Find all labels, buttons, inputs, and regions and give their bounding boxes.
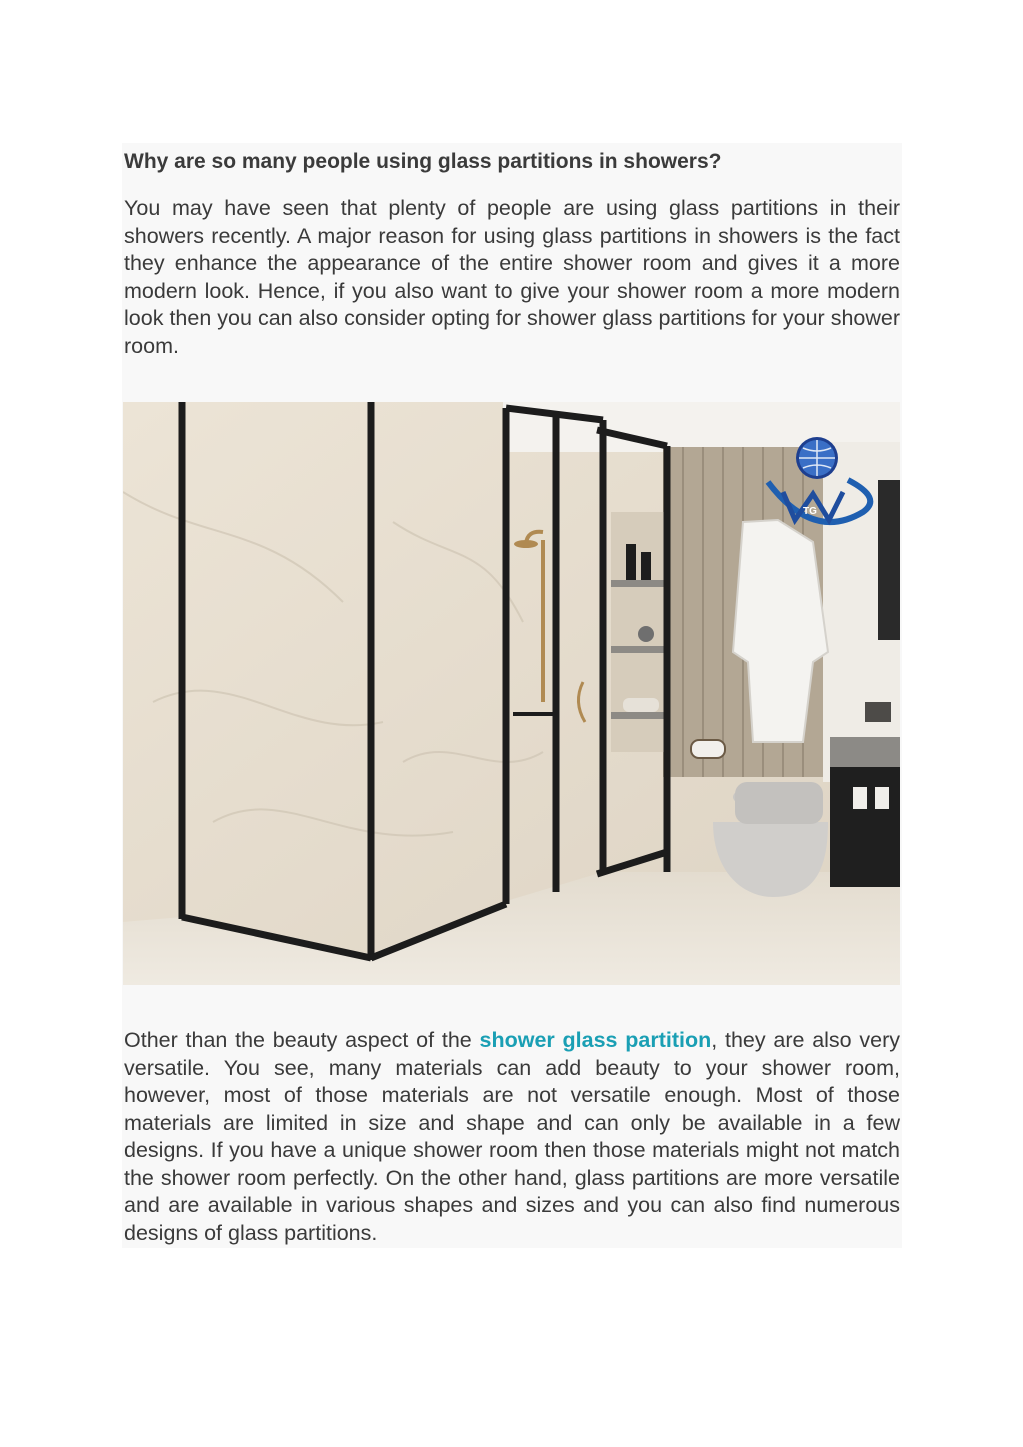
body-text-before-link: Other than the beauty aspect of the <box>124 1028 480 1052</box>
shower-glass-partition-link[interactable]: shower glass partition <box>479 1028 712 1052</box>
shower-enclosure-photo <box>123 402 900 985</box>
intro-paragraph: You may have seen that plenty of people are using glass partitions in their showers recently. A major reason for using glass partitions in showers is the fact they enhance the appearance of the entire shower room and gives it a more modern look. Hence, if you also want to give your shower room a more modern look then you can also consider opting for shower glass partitions for your shower room. <box>124 196 900 358</box>
article-heading: Why are so many people using glass partitions in showers? <box>124 150 722 173</box>
body-paragraph <box>124 1027 900 1247</box>
svg-text:TG: TG <box>803 506 817 517</box>
body-text-after-link: , they are also very versatile. You see, many materials can add beauty to your shower room, however, most of those materials are not versatile enough. Most of those materials are limited in size and shape and can only be available in a few designs. If you have a unique shower room then those materials might not match the shower room perfectly. On the other hand, glass partitions are more versatile and are available in various shapes and sizes and you can also find numerous designs of glass partitions. <box>124 1028 901 1245</box>
article-block <box>122 143 902 1248</box>
